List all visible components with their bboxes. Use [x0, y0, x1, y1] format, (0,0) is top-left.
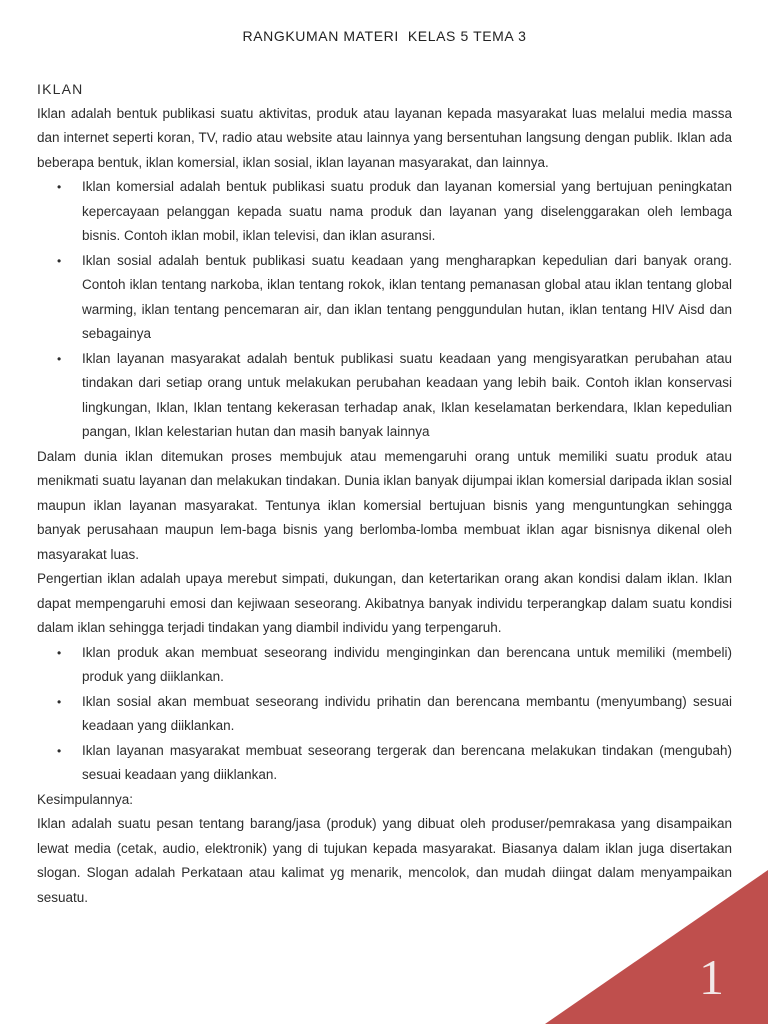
document-content	[37, 28, 732, 910]
list-item-iklan-layanan-masyarakat	[37, 347, 732, 445]
list-item-text: Iklan sosial akan membuat seseorang individu prihatin dan berencana membantu (menyumbang) sesuai keadaan yang diiklankan.	[82, 693, 732, 733]
ad-effects-list	[37, 641, 732, 788]
list-item-text: Iklan komersial adalah bentuk publikasi suatu produk dan layanan komersial yang bertujuan peningkatan kepercayaan pelanggan kepada suatu nama produk dan layanan yang diselenggarakan oleh lembaga bisnis. Contoh iklan mobil, iklan televisi, dan iklan asuransi.	[82, 179, 732, 243]
list-item-text: Iklan layanan masyarakat membuat seseorang tergerak dan berencana melakukan tindakan (mengubah) sesuai keadaan yang diiklankan.	[82, 742, 732, 782]
ad-types-list	[37, 175, 732, 445]
list-item-iklan-produk-effect	[37, 641, 732, 690]
bullet-icon: •	[57, 743, 62, 758]
paragraph-pengertian-iklan: Pengertian iklan adalah upaya merebut simpati, dukungan, dan ketertarikan orang akan kondisi dalam iklan. Iklan dapat mempengaruhi emosi dan kejiwaan seseorang. Akibatnya banyak individu terperangkap dalam suatu kondisi dalam iklan sehingga terjadi tindakan yang diambil individu yang terpengaruh.	[37, 571, 732, 635]
bullet-icon: •	[57, 351, 62, 366]
list-item-text: Iklan sosial adalah bentuk publikasi suatu keadaan yang mengharapkan kepedulian dari banyak orang. Contoh iklan tentang narkoba, iklan tentang rokok, iklan tentang pemanasan global atau iklan tentang global warming, iklan tentang pencemaran air, dan iklan tentang penggundulan hutan, iklan tentang HIV Aisd dan sebagainya	[82, 252, 732, 341]
bullet-icon: •	[57, 645, 62, 660]
list-item-iklan-sosial-effect	[37, 690, 732, 739]
list-item-iklan-layanan-effect	[37, 739, 732, 788]
list-item-iklan-sosial	[37, 249, 732, 347]
document-title: RANGKUMAN MATERI KELAS 5 TEMA 3	[242, 28, 527, 44]
list-item-text: Iklan produk akan membuat seseorang individu menginginkan dan berencana untuk memiliki (membeli) produk yang diiklankan.	[82, 644, 732, 684]
bullet-icon: •	[57, 180, 62, 194]
bullet-icon: •	[57, 694, 62, 709]
intro-paragraph: Iklan adalah bentuk publikasi suatu aktivitas, produk atau layanan kepada masyarakat luas melalui media massa dan internet seperti koran, TV, radio atau website atau lainnya yang bersentuhan langsung dengan publik. Iklan ada beberapa bentuk, iklan komersial, iklan sosial, iklan layanan masyarakat, dan lainnya.	[37, 105, 732, 170]
list-item-iklan-komersial	[37, 175, 732, 249]
list-item-text: Iklan layanan masyarakat adalah bentuk publikasi suatu keadaan yang mengisyaratkan perubahan atau tindakan dari setiap orang untuk melakukan perubahan keadaan yang lebih baik. Contoh iklan konservasi lingkungan, Iklan, Iklan tentang kekerasan terhadap anak, Iklan keselamatan berkendara, Iklan kepedulian pangan, Iklan kelestarian hutan dan masih banyak lainnya	[82, 350, 732, 439]
section-heading-iklan: IKLAN	[37, 81, 84, 97]
paragraph-dunia-iklan: Dalam dunia iklan ditemukan proses membujuk atau memengaruhi orang untuk memiliki suatu produk atau menikmati suatu layanan dan melakukan tindakan. Dunia iklan banyak dijumpai iklan komersial daripada iklan sosial maupun iklan layanan masyarakat. Tentunya iklan komersial bertujuan bisnis yang menguntungkan sehingga banyak perusahaan maupun lem-baga bisnis yang berlomba-lomba membuat iklan agar bisnisnya dikenal oleh masyarakat luas.	[37, 448, 732, 562]
bullet-icon: •	[57, 253, 62, 268]
page-number: 1	[699, 949, 724, 1005]
conclusion-paragraph: Iklan adalah suatu pesan tentang barang/jasa (produk) yang dibuat oleh produser/pemrakasa yang disampaikan lewat media (cetak, audio, elektronik) yang di tujukan kepada masyarakat. Biasanya dalam iklan juga disertakan slogan. Slogan adalah Perkataan atau kalimat yg menarik, mencolok, dan mudah diingat dalam menyampaikan sesuatu.	[37, 816, 732, 905]
conclusion-heading: Kesimpulannya:	[37, 791, 134, 807]
